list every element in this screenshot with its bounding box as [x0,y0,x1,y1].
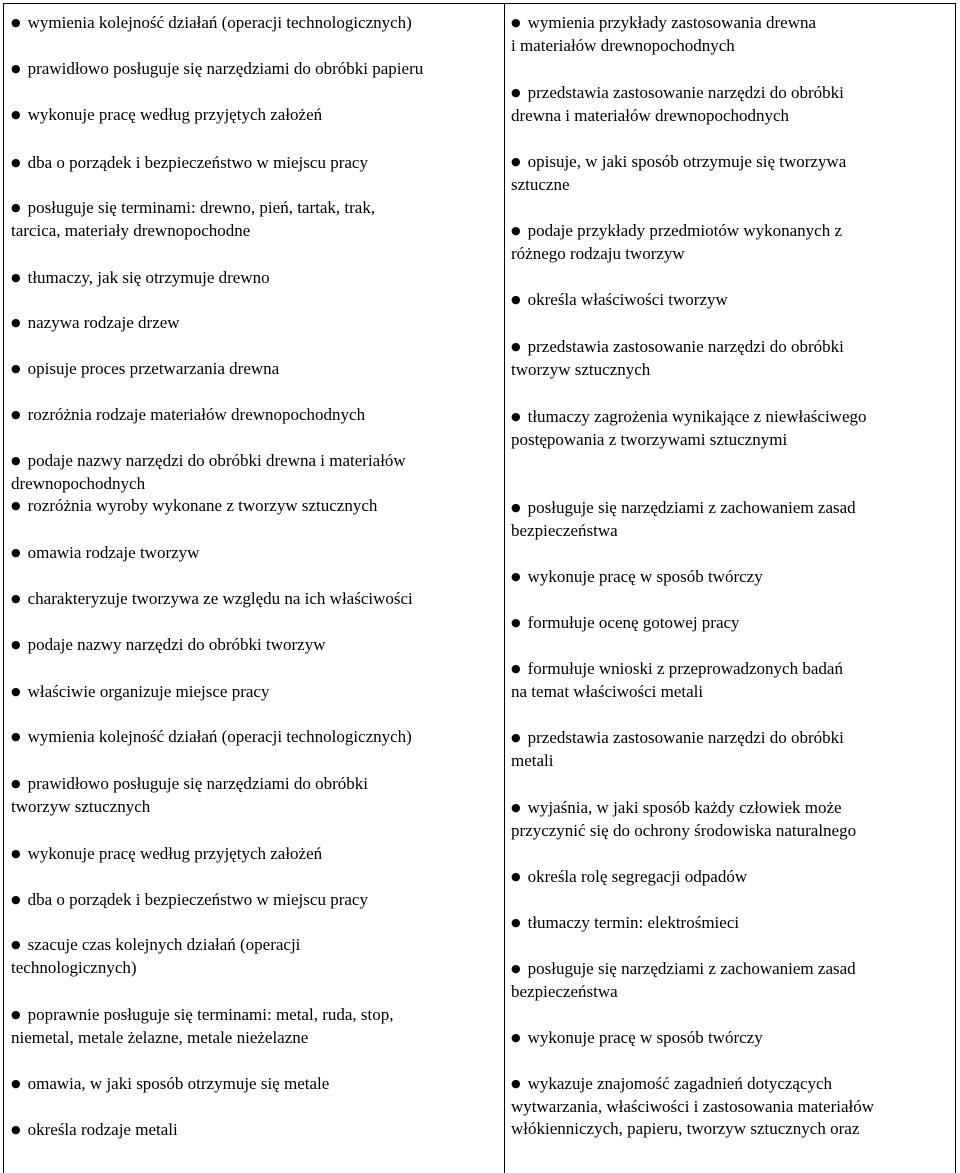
list-item [511,289,953,312]
list-item-text: tworzyw sztucznych [11,796,151,816]
list-item-text: drewna i materiałów drewnopochodnych [511,105,790,125]
bullet-icon: ● [511,570,521,583]
list-item-text: dba o porządek i bezpieczeństwo w miejscu pracy [27,153,368,172]
list-item-text: nazywa rodzaje drzew [27,313,180,332]
list-item-text: drewnopochodnych [11,473,146,493]
bullet-icon: ● [11,685,21,698]
list-item-text: wymienia kolejność działań (operacji technologicznych) [27,727,412,746]
list-item [511,406,953,451]
list-item-text: formułuje wnioski z przeprowadzonych badań [527,659,843,678]
list-item [11,450,491,495]
bullet-icon: ● [511,293,521,306]
list-item-text: poprawnie posługuje się terminami: metal, ruda, stop, [27,1005,394,1024]
bullet-icon: ● [11,1077,21,1090]
list-item-text: wykazuje znajomość zagadnień dotyczących [527,1074,833,1093]
list-item [11,104,491,127]
list-item-text: włókienniczych, papieru, tworzyw sztucznych oraz [511,1119,860,1138]
list-item [511,958,953,1003]
bullet-icon: ● [511,1077,521,1090]
list-item-text: podaje nazwy narzędzi do obróbki drewna i materiałów [27,451,406,470]
list-item-text: omawia, w jaki sposób otrzymuje się metale [27,1074,330,1093]
list-item [11,197,491,242]
list-item [11,1073,491,1096]
list-item-text: różnego rodzaju tworzyw [511,243,685,263]
list-item-text: charakteryzuje tworzywa ze względu na ich właściwości [27,589,413,608]
list-item [11,152,491,175]
list-item-text: wyjaśnia, w jaki sposób każdy człowiek może [527,798,842,817]
list-item-text: wykonuje pracę według przyjętych założeń [27,844,323,863]
bullet-icon: ● [511,962,521,975]
list-item [11,1119,491,1142]
list-item [511,912,953,935]
list-item-text: posługuje się narzędziami z zachowaniem zasad [527,498,856,517]
bullet-icon: ● [11,156,21,169]
bullet-icon: ● [11,108,21,121]
list-item [11,773,491,818]
list-item-text: wymienia kolejność działań (operacji technologicznych) [27,13,412,32]
list-item [511,336,953,381]
bullet-icon: ● [511,870,521,883]
list-item [511,151,953,196]
requirements-table [3,3,956,1173]
list-item-text: opisuje proces przetwarzania drewna [27,359,280,378]
list-item [11,843,491,866]
list-item-text: wykonuje pracę według przyjętych założeń [27,105,323,124]
list-item-text: tarcica, materiały drewnopochodne [11,220,251,240]
list-item [511,12,953,57]
bullet-icon: ● [11,638,21,651]
list-item-text: posługuje się narzędziami z zachowaniem zasad [527,959,856,978]
list-item-text: dba o porządek i bezpieczeństwo w miejscu pracy [27,890,368,909]
list-item [511,612,953,635]
list-item-text: wymienia przykłady zastosowania drewna [527,13,817,32]
list-item [11,1004,491,1049]
bullet-icon: ● [11,730,21,743]
list-item-text: postępowania z tworzywami sztucznymi [511,429,788,449]
list-item-text: szacuje czas kolejnych działań (operacji [27,935,301,954]
list-item-text: i materiałów drewnopochodnych [511,35,735,55]
list-item [11,312,491,335]
list-item-text: tłumaczy, jak się otrzymuje drewno [27,268,270,287]
bullet-icon: ● [11,1123,21,1136]
list-item-text: określa właściwości tworzyw [527,290,728,309]
column-divider [504,4,505,1173]
list-item-text: tłumaczy zagrożenia wynikające z niewłaściwego [527,407,867,426]
list-item [11,681,491,704]
bullet-icon: ● [11,316,21,329]
bullet-icon: ● [11,499,21,512]
bullet-icon: ● [511,731,521,744]
list-item [11,634,491,657]
list-item [11,358,491,381]
list-item [11,889,491,912]
list-item [511,797,953,842]
bullet-icon: ● [511,86,521,99]
list-item-text: niemetal, metale żelazne, metale nieżelazne [11,1027,309,1047]
list-item-text: przyczynić się do ochrony środowiska naturalnego [511,820,857,840]
list-item-text: przedstawia zastosowanie narzędzi do obróbki [527,728,844,747]
list-item [511,866,953,889]
list-item [11,58,491,81]
bullet-icon: ● [511,16,521,29]
list-item-text: rozróżnia wyroby wykonane z tworzyw sztucznych [27,496,378,515]
list-item [11,495,491,518]
list-item [511,566,953,589]
list-item [511,82,953,127]
list-item [511,658,953,703]
bullet-icon: ● [11,362,21,375]
bullet-icon: ● [511,616,521,629]
list-item [511,1027,953,1050]
list-item [511,727,953,772]
list-item-text: tłumaczy termin: elektrośmieci [527,913,740,932]
list-item-text: rozróżnia rodzaje materiałów drewnopochodnych [27,405,366,424]
list-item-text: formułuje ocenę gotowej pracy [527,613,740,632]
list-item-text: metali [511,750,554,770]
list-item-text: prawidłowo posługuje się narzędziami do obróbki papieru [27,59,424,78]
list-item-text: sztuczne [511,174,570,194]
bullet-icon: ● [511,662,521,675]
list-item [11,934,491,979]
list-item-text: właściwie organizuje miejsce pracy [27,682,270,701]
bullet-icon: ● [511,340,521,353]
bullet-icon: ● [511,155,521,168]
list-item-text: przedstawia zastosowanie narzędzi do obróbki [527,83,844,102]
list-item-text: omawia rodzaje tworzyw [27,543,200,562]
bullet-icon: ● [11,546,21,559]
list-item-text: bezpieczeństwa [511,981,618,1001]
list-item-text: bezpieczeństwa [511,520,618,540]
list-item-text: posługuje się terminami: drewno, pień, tartak, trak, [27,198,376,217]
list-item-text: przedstawia zastosowanie narzędzi do obróbki [527,337,844,356]
list-item [511,220,953,265]
list-item-text: prawidłowo posługuje się narzędziami do obróbki [27,774,368,793]
list-item-text: wykonuje pracę w sposób twórczy [527,1028,763,1047]
list-item [11,12,491,35]
list-item [11,588,491,611]
list-item [511,1073,953,1141]
bullet-icon: ● [11,938,21,951]
list-item-text: podaje przykłady przedmiotów wykonanych z [527,221,843,240]
bullet-icon: ● [511,501,521,514]
bullet-icon: ● [11,1008,21,1021]
bullet-icon: ● [11,592,21,605]
bullet-icon: ● [11,408,21,421]
bullet-icon: ● [511,916,521,929]
list-item-text: technologicznych) [11,957,137,977]
list-item-text: tworzyw sztucznych [511,359,651,379]
bullet-icon: ● [11,893,21,906]
bullet-icon: ● [511,801,521,814]
bullet-icon: ● [511,1031,521,1044]
list-item-text: wytwarzania, właściwości i zastosowania materiałów [511,1096,875,1116]
list-item-text: wykonuje pracę w sposób twórczy [527,567,763,586]
bullet-icon: ● [511,410,521,423]
list-item [11,404,491,427]
list-item-text: podaje nazwy narzędzi do obróbki tworzyw [27,635,326,654]
list-item [511,497,953,542]
list-item [11,726,491,749]
list-item-text: określa rolę segregacji odpadów [527,867,748,886]
bullet-icon: ● [11,777,21,790]
bullet-icon: ● [11,16,21,29]
list-item [11,542,491,565]
list-item-text: opisuje, w jaki sposób otrzymuje się tworzywa [527,152,847,171]
bullet-icon: ● [11,847,21,860]
bullet-icon: ● [11,201,21,214]
bullet-icon: ● [11,454,21,467]
bullet-icon: ● [11,271,21,284]
bullet-icon: ● [11,62,21,75]
list-item-text: na temat właściwości metali [511,681,704,701]
list-item [11,267,491,290]
bullet-icon: ● [511,224,521,237]
list-item-text: określa rodzaje metali [27,1120,178,1139]
